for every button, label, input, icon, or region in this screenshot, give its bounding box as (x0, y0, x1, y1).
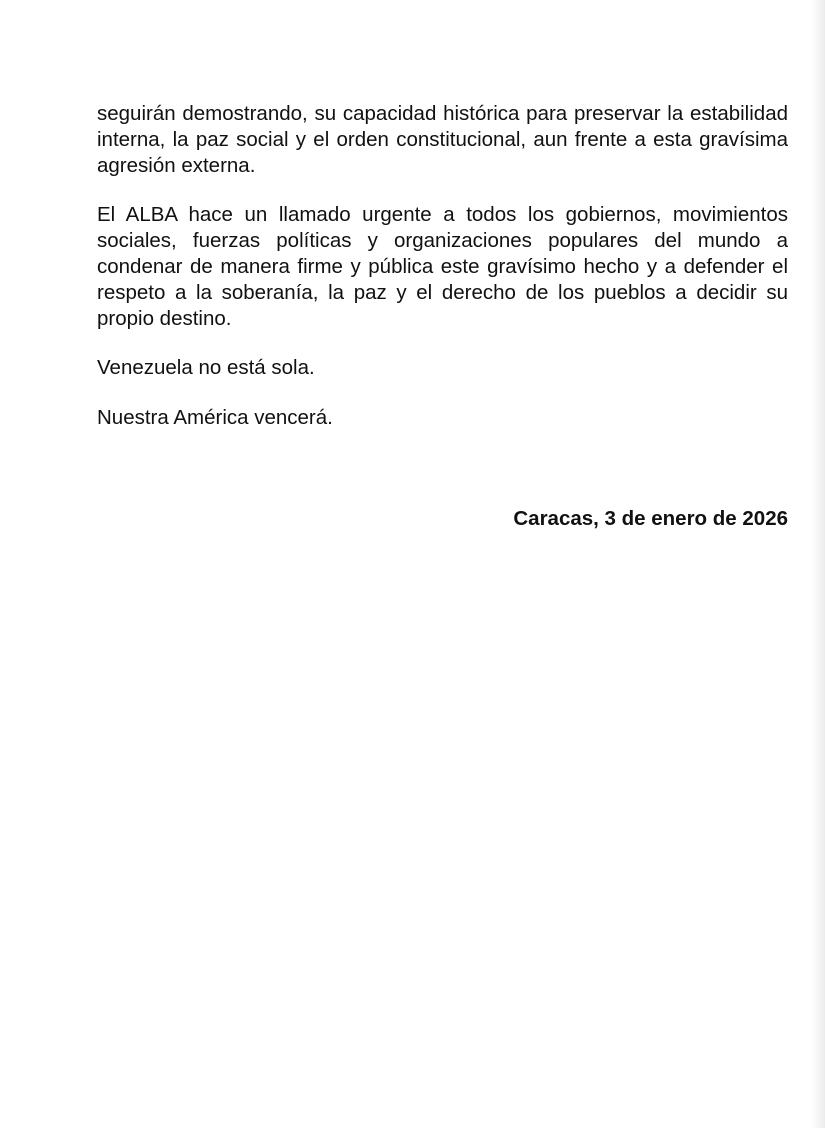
document-body (97, 101, 788, 455)
paragraph-venezuela-not-alone: Venezuela no está sola. (97, 356, 315, 380)
paragraph-alba-call: El ALBA hace un llamado urgente a todos los gobiernos, movimientos sociales, fuerzas políticas y organizaciones populares del mundo a condenar de manera firme y pública este gravísimo hecho y a defender el respeto a la soberanía, la paz y el derecho de los pueblos a decidir su propio destino. (97, 203, 788, 330)
page-edge-shadow (811, 0, 825, 1128)
paragraph-stability: seguirán demostrando, su capacidad histórica para preservar la estabilidad interna, la paz social y el orden constitucional, aun frente a esta gravísima agresión externa. (97, 102, 788, 177)
paragraph-nuestra-america: Nuestra América vencerá. (97, 406, 333, 430)
place-date-signature: Caracas, 3 de enero de 2026 (513, 507, 788, 530)
